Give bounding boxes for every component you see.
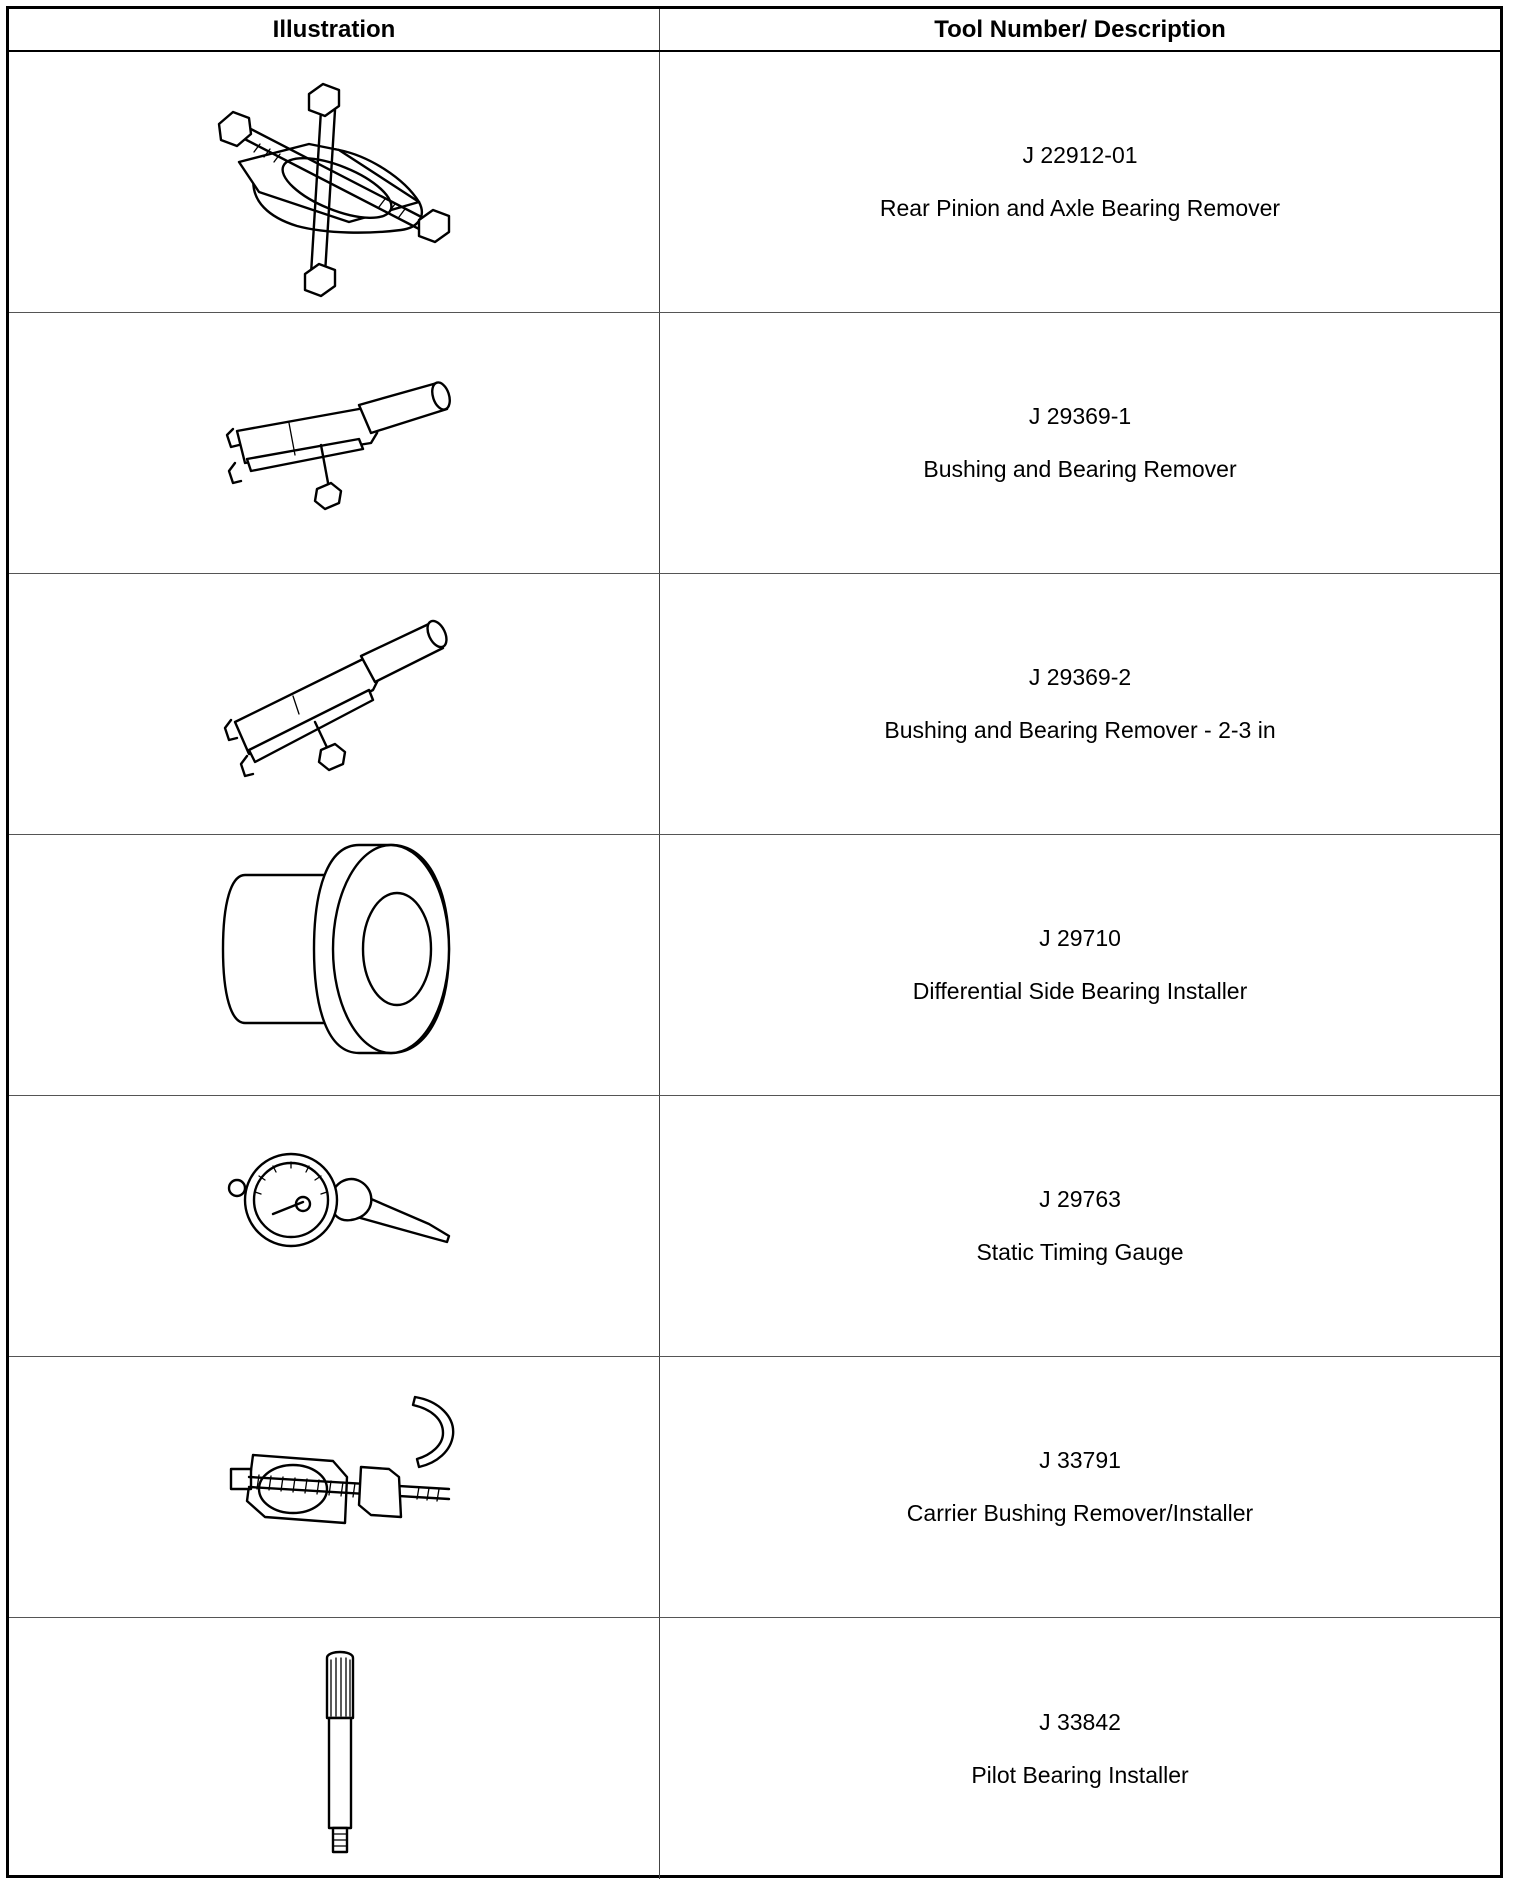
tool-number: J 33842 bbox=[1039, 1708, 1121, 1735]
header-illustration: Illustration bbox=[9, 9, 660, 50]
tool-number: J 33791 bbox=[1039, 1447, 1121, 1473]
illustration-cell bbox=[9, 52, 660, 312]
header-tool-description: Tool Number/ Description bbox=[934, 15, 1226, 43]
illustration-cell bbox=[9, 1357, 660, 1617]
table-row bbox=[9, 52, 1500, 313]
description-cell bbox=[660, 574, 1500, 834]
table-row bbox=[9, 1618, 1500, 1879]
tool-number: J 29369-2 bbox=[1028, 664, 1132, 690]
tool-number: J 29763 bbox=[1039, 1186, 1121, 1212]
table-row bbox=[9, 313, 1500, 574]
illustration-cell bbox=[9, 313, 660, 573]
bushing-remover-large-icon bbox=[9, 574, 660, 835]
tool-description: Rear Pinion and Axle Bearing Remover bbox=[879, 195, 1281, 221]
tool-description: Pilot Bearing Installer bbox=[971, 1761, 1189, 1788]
bearing-installer-icon bbox=[9, 835, 660, 1096]
pilot-installer-icon bbox=[9, 1618, 660, 1879]
tool-description: Bushing and Bearing Remover - 2-3 in bbox=[884, 717, 1276, 743]
table-row bbox=[9, 835, 1500, 1096]
description-cell bbox=[660, 1096, 1500, 1356]
tool-number: J 29710 bbox=[1039, 925, 1121, 951]
illustration-cell bbox=[9, 1618, 660, 1879]
illustration-cell bbox=[9, 1096, 660, 1356]
tool-number: J 22912-01 bbox=[1022, 142, 1138, 168]
bearing-separator-icon bbox=[9, 52, 660, 313]
table-header bbox=[9, 9, 1500, 52]
illustration-cell bbox=[9, 835, 660, 1095]
tool-table bbox=[6, 6, 1503, 1878]
description-cell bbox=[660, 1618, 1500, 1879]
tool-description: Differential Side Bearing Installer bbox=[912, 978, 1248, 1004]
tool-description: Bushing and Bearing Remover bbox=[923, 456, 1237, 482]
table-row bbox=[9, 1357, 1500, 1618]
description-cell bbox=[660, 313, 1500, 573]
description-cell bbox=[660, 1357, 1500, 1617]
tool-description: Carrier Bushing Remover/Installer bbox=[906, 1500, 1254, 1526]
table-row bbox=[9, 1096, 1500, 1357]
tool-number: J 29369-1 bbox=[1028, 403, 1132, 429]
bushing-remover-icon bbox=[9, 313, 660, 574]
dial-gauge-icon bbox=[9, 1096, 660, 1357]
illustration-cell bbox=[9, 574, 660, 834]
table-row bbox=[9, 574, 1500, 835]
description-cell bbox=[660, 835, 1500, 1095]
tool-description: Static Timing Gauge bbox=[976, 1239, 1184, 1265]
description-cell bbox=[660, 52, 1500, 312]
bushing-puller-icon bbox=[9, 1357, 660, 1618]
